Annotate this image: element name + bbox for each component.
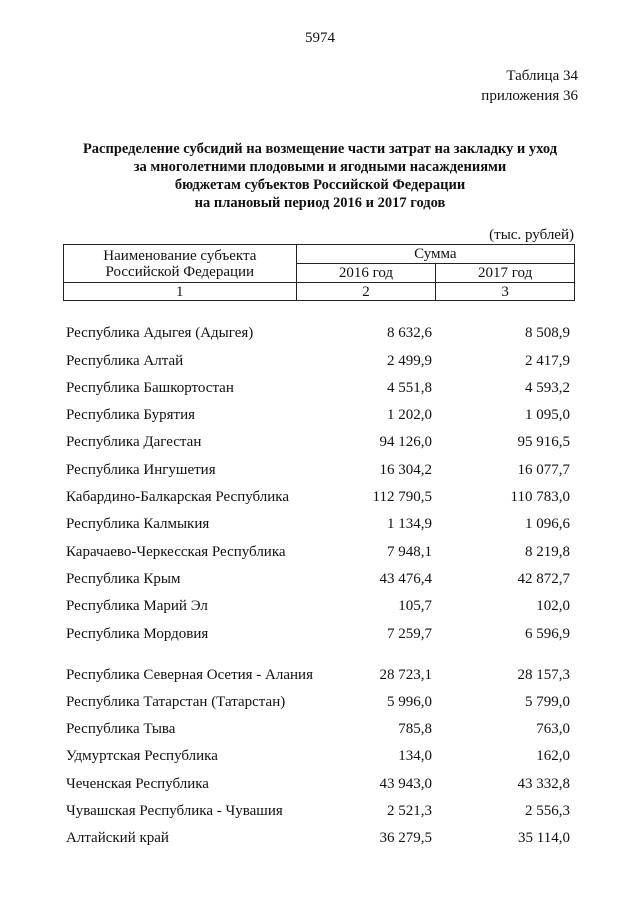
table-row: [0, 427, 640, 454]
value-2016: 5 996,0: [387, 693, 432, 710]
column-header-2017: 2017 год: [436, 264, 575, 283]
value-2017: 35 114,0: [518, 830, 570, 847]
subject-name: Республика Адыгея (Адыгея): [66, 325, 254, 342]
subject-name: Кабардино-Балкарская Республика: [66, 489, 290, 506]
title-line: Распределение субсидий на возмещение части затрат на закладку и уход: [82, 141, 558, 157]
title-line: за многолетними плодовыми и ягодными насаждениями: [133, 159, 507, 175]
column-number-1: 1: [64, 283, 297, 301]
value-2016: 43 476,4: [379, 570, 432, 587]
column-number-2: 2: [296, 283, 436, 301]
subject-name: Республика Калмыкия: [66, 516, 210, 533]
table-number: Таблица 34: [506, 68, 578, 84]
subject-name: Республика Башкортостан: [66, 379, 234, 396]
table-body: [0, 318, 640, 850]
value-2016: 7 948,1: [387, 543, 432, 560]
value-2016: 7 259,7: [387, 625, 432, 642]
table-row: [0, 591, 640, 618]
subject-name: Республика Дагестан: [66, 434, 202, 451]
subject-name: Чеченская Республика: [66, 775, 209, 792]
table-row: [0, 618, 640, 645]
value-2016: 785,8: [398, 721, 432, 738]
value-2017: 102,0: [536, 598, 570, 615]
column-header-2016: 2016 год: [296, 264, 436, 283]
value-2016: 43 943,0: [379, 775, 432, 792]
title-line: бюджетам субъектов Российской Федерации: [174, 177, 466, 193]
value-2017: 763,0: [536, 721, 570, 738]
value-2017: 4 593,2: [525, 379, 570, 396]
value-2017: 28 157,3: [517, 666, 570, 683]
document-title: [60, 140, 580, 212]
column-header-subject-line: Наименование субъекта: [103, 247, 257, 264]
table-row: [0, 646, 640, 687]
subject-name: Чувашская Республика - Чувашия: [66, 803, 283, 820]
value-2017: 110 783,0: [510, 489, 570, 506]
value-2016: 28 723,1: [379, 666, 432, 683]
value-2016: 112 790,5: [372, 489, 432, 506]
value-2016: 16 304,2: [379, 461, 432, 478]
subject-name: Республика Тыва: [66, 721, 176, 738]
value-2017: 42 872,7: [517, 570, 570, 587]
subject-name: Удмуртская Республика: [66, 748, 218, 765]
table-reference: [481, 66, 578, 106]
subject-name: Карачаево-Черкесская Республика: [66, 543, 286, 560]
value-2016: 2 499,9: [387, 352, 432, 369]
value-2017: 8 219,8: [525, 543, 570, 560]
value-2016: 1 134,9: [387, 516, 432, 533]
subject-name: Республика Крым: [66, 570, 181, 587]
value-2016: 1 202,0: [387, 407, 432, 424]
subject-name: Республика Марий Эл: [66, 598, 208, 615]
table-row: [0, 345, 640, 372]
subject-name: Республика Мордовия: [66, 625, 209, 642]
appendix-number: приложения 36: [481, 88, 578, 104]
value-2017: 1 096,6: [525, 516, 570, 533]
value-2017: 162,0: [536, 748, 570, 765]
value-2017: 16 077,7: [517, 461, 570, 478]
subject-name: Республика Татарстан (Татарстан): [66, 693, 286, 710]
value-2016: 8 632,6: [387, 325, 432, 342]
column-header-sum: Сумма: [296, 245, 574, 264]
table-row: [0, 796, 640, 823]
value-2016: 2 521,3: [387, 803, 432, 820]
table-row: [0, 823, 640, 850]
column-header-subject-line: Российской Федерации: [105, 263, 255, 280]
column-header-subject: [64, 245, 297, 283]
value-2017: 95 916,5: [517, 434, 570, 451]
value-2016: 105,7: [398, 598, 432, 615]
value-2017: 1 095,0: [525, 407, 570, 424]
table-row: [0, 400, 640, 427]
table-row: [0, 536, 640, 563]
table-row: [0, 509, 640, 536]
value-2016: 134,0: [398, 748, 432, 765]
table-row: [0, 564, 640, 591]
value-2016: 4 551,8: [387, 379, 432, 396]
subject-name: Республика Ингушетия: [66, 461, 216, 478]
table-header: [63, 244, 575, 301]
table-row: [0, 454, 640, 481]
value-2016: 94 126,0: [379, 434, 432, 451]
column-number-3: 3: [436, 283, 575, 301]
subject-name: Республика Бурятия: [66, 407, 196, 424]
value-2017: 2 556,3: [525, 803, 570, 820]
value-2017: 43 332,8: [517, 775, 570, 792]
value-2017: 2 417,9: [525, 352, 570, 369]
subject-name: Республика Северная Осетия - Алания: [66, 666, 313, 683]
title-line: на плановый период 2016 и 2017 годов: [194, 195, 446, 211]
value-2017: 6 596,9: [525, 625, 570, 642]
page-number: 5974: [305, 30, 335, 46]
value-2016: 36 279,5: [379, 830, 432, 847]
table-row: [0, 318, 640, 345]
value-2017: 5 799,0: [525, 693, 570, 710]
table-row: [0, 714, 640, 741]
table-row: [0, 741, 640, 768]
unit-note: (тыс. рублей): [489, 227, 574, 243]
value-2017: 8 508,9: [525, 325, 570, 342]
table-row: [0, 687, 640, 714]
table-row: [0, 373, 640, 400]
table-row: [0, 768, 640, 795]
table-row: [0, 482, 640, 509]
subject-name: Республика Алтай: [66, 352, 184, 369]
subject-name: Алтайский край: [66, 830, 169, 847]
